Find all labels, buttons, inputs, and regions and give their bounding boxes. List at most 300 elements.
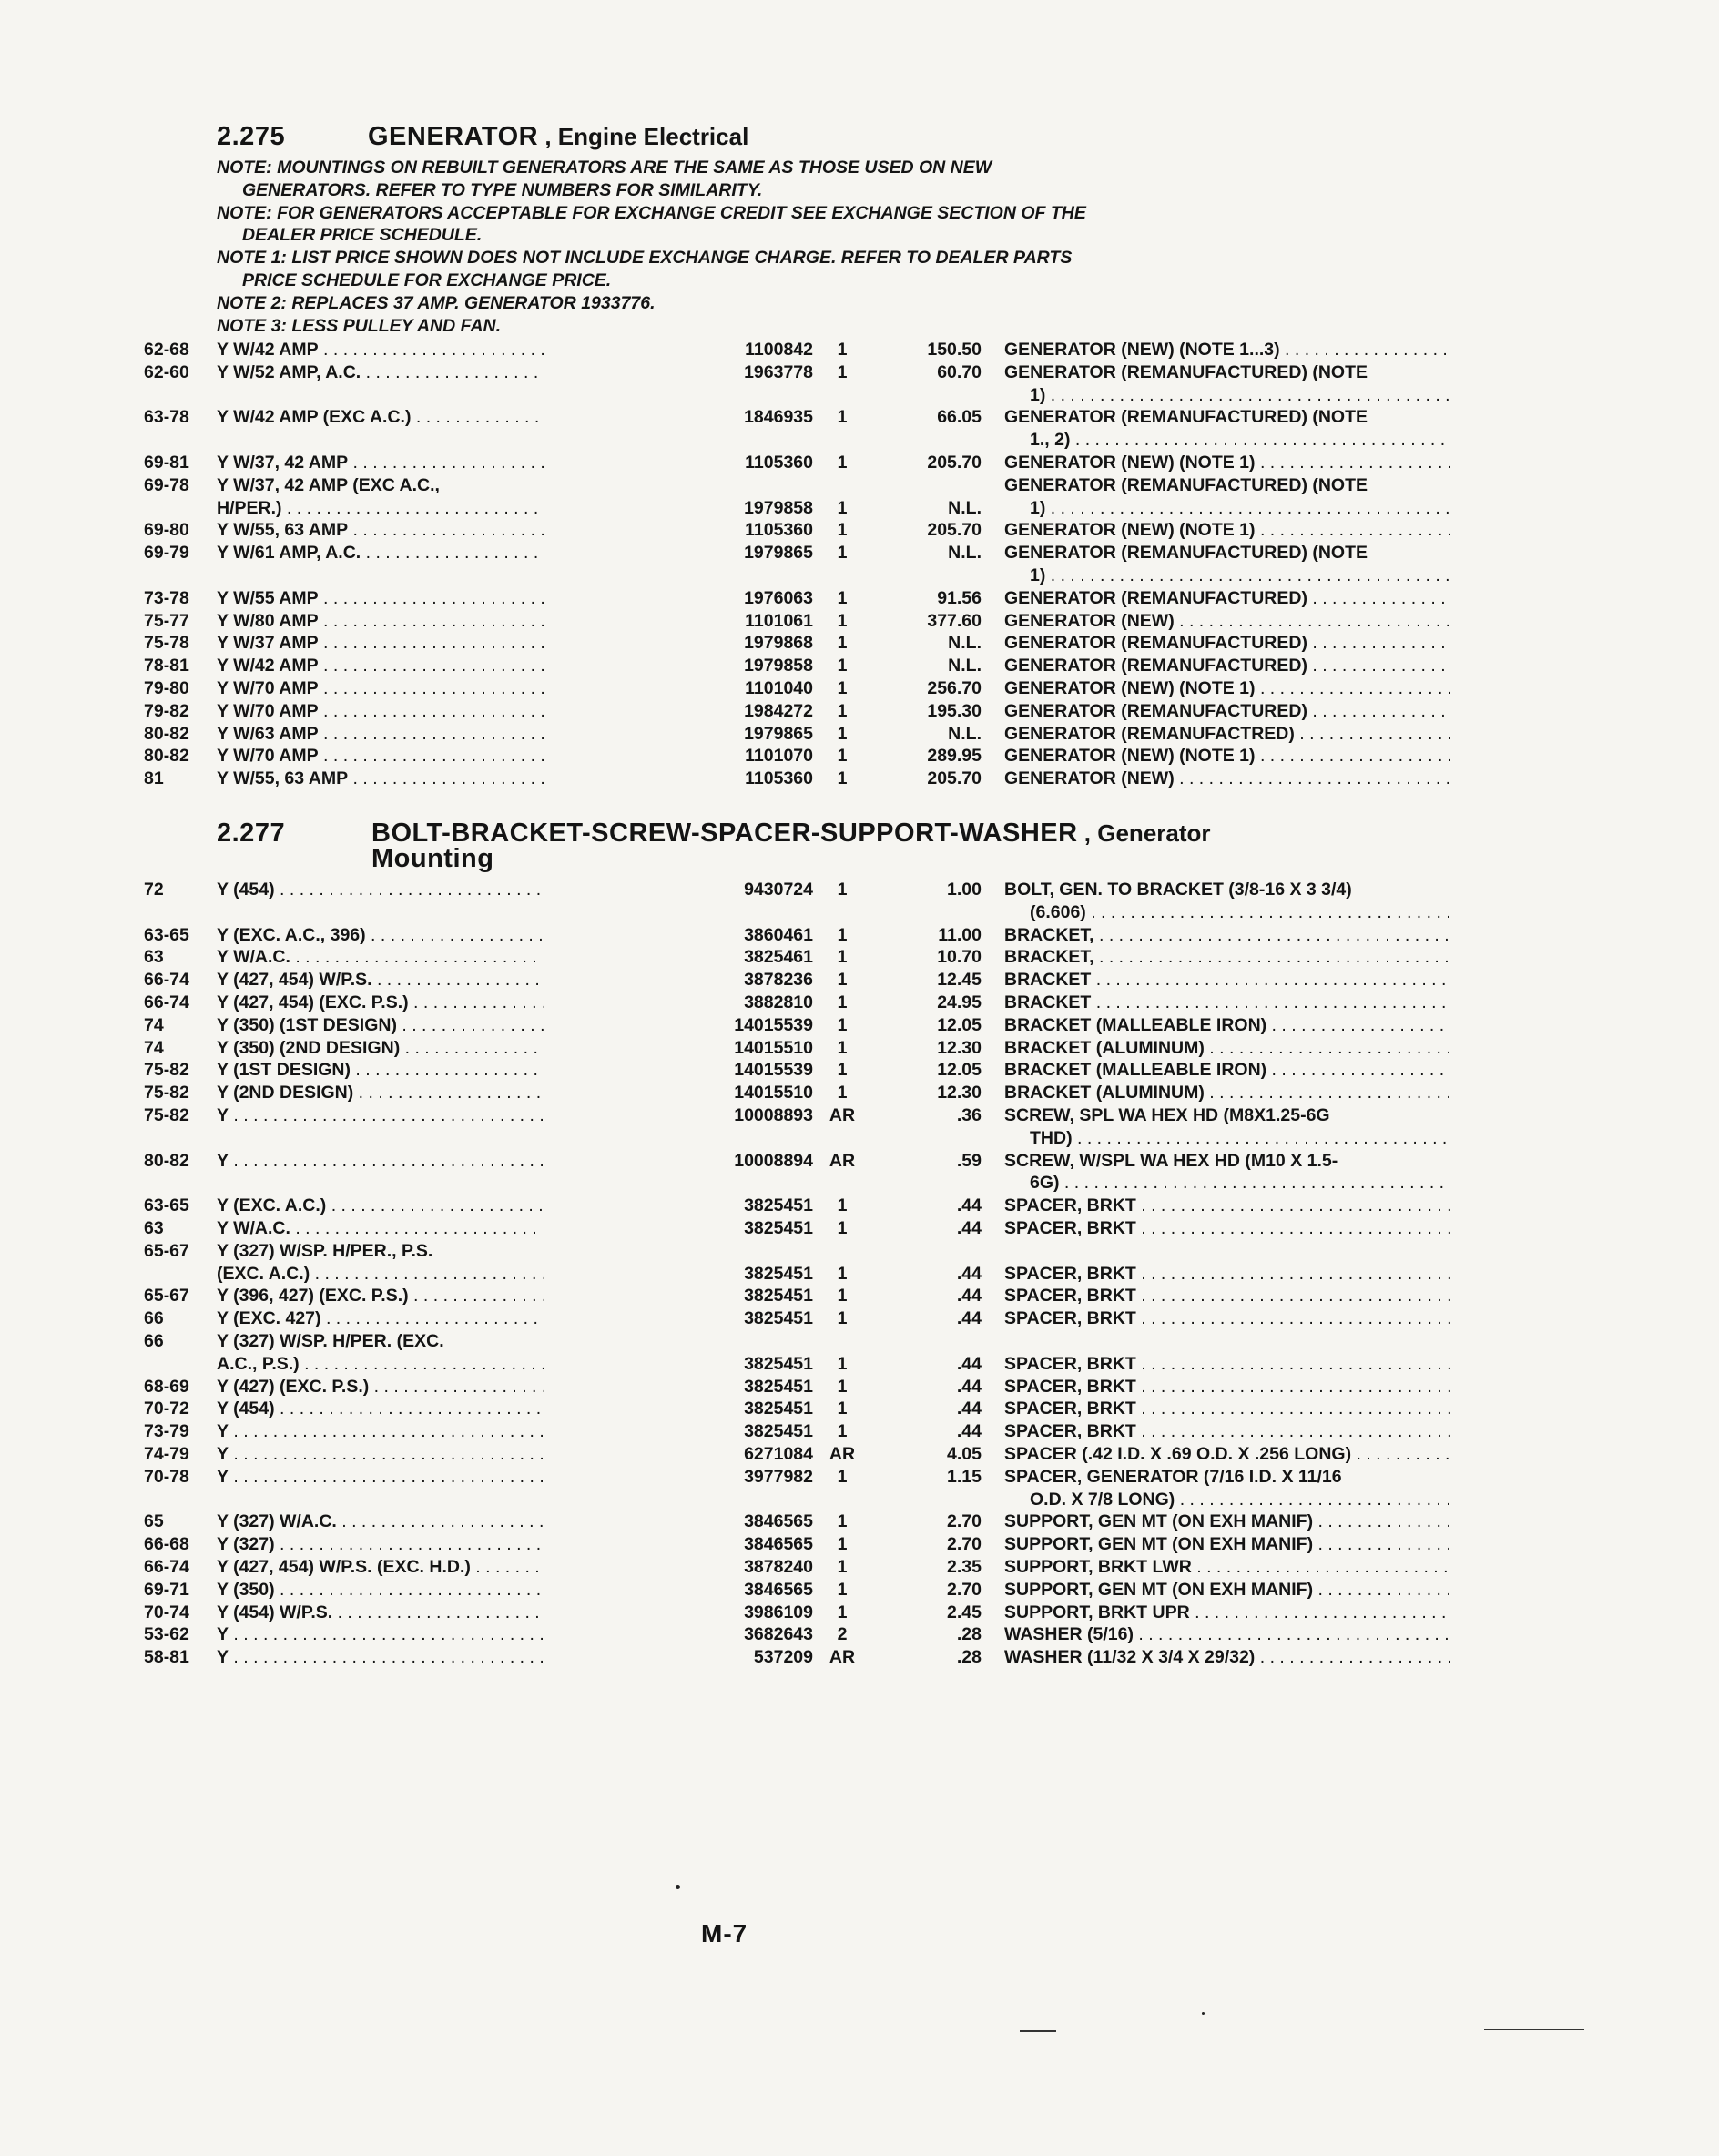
row-description: SPACER, GENERATOR (7/16 I.D. X 11/16 — [1004, 1466, 1342, 1487]
table-row — [144, 655, 1318, 677]
row-description: SPACER, BRKT . . . — [1004, 1420, 1450, 1443]
table-row — [144, 946, 1318, 969]
row-year: 63 — [144, 1217, 164, 1238]
row-part-number: 1101070 — [745, 746, 813, 767]
row-part-number: 3682643 — [744, 1624, 813, 1645]
row-description: GENERATOR (REMANUFACTURED) . . . — [1004, 587, 1450, 610]
row-quantity: 1 — [837, 1534, 848, 1555]
row-price: .44 — [956, 1217, 982, 1238]
row-quantity: 1 — [837, 1037, 848, 1058]
row-part-number: 1979868 — [744, 633, 813, 654]
table-row — [144, 1533, 1318, 1556]
table-row — [144, 879, 1352, 924]
row-application: Y (EXC. A.C.) . . . — [217, 1195, 544, 1217]
row-year: 78-81 — [144, 656, 189, 676]
row-quantity: 1 — [837, 452, 848, 473]
row-description: SUPPORT, BRKT UPR . . . — [1004, 1602, 1450, 1624]
row-price: 1.15 — [947, 1466, 982, 1487]
table-row — [144, 1510, 1318, 1533]
note-line: NOTE: MOUNTINGS ON REBUILT GENERATORS ARE THE SAME AS THOSE USED ON NEW — [217, 158, 992, 178]
row-description: GENERATOR (REMANUFACTURED) . . . — [1004, 655, 1450, 677]
row-year: 53-62 — [144, 1624, 189, 1645]
row-description: BRACKET, . . . — [1004, 924, 1450, 947]
row-part-number: 10008893 — [734, 1104, 813, 1125]
row-part-number: 1105360 — [745, 520, 813, 541]
row-application: Y (EXC. A.C., 396) . . . — [217, 924, 544, 947]
table-row — [144, 1104, 1330, 1150]
row-application-cont: H/PER.) . . . — [217, 497, 544, 520]
row-quantity: 1 — [837, 947, 848, 968]
table-row — [144, 1466, 1342, 1511]
section-subtitle: , Engine Electrical — [538, 123, 749, 150]
row-quantity: 1 — [837, 723, 848, 744]
row-year: 75-77 — [144, 610, 189, 631]
row-price: 2.45 — [947, 1602, 982, 1622]
row-price: 289.95 — [927, 746, 982, 767]
row-application: Y W/52 AMP, A.C. . . . — [217, 361, 544, 384]
row-price: 10.70 — [937, 947, 982, 968]
row-description: WASHER (5/16) . . . — [1004, 1623, 1450, 1646]
row-price: .44 — [956, 1376, 982, 1397]
row-description: SPACER, BRKT . . . — [1004, 1376, 1450, 1398]
table-row — [144, 610, 1318, 633]
scan-speck — [676, 1885, 680, 1889]
row-quantity: 1 — [837, 1217, 848, 1238]
row-quantity: 1 — [837, 1421, 848, 1442]
row-part-number: 3977982 — [744, 1466, 813, 1487]
row-year: 58-81 — [144, 1647, 189, 1668]
table-row — [144, 969, 1318, 992]
row-part-number: 1101040 — [745, 677, 813, 698]
row-description: GENERATOR (REMANUFACTRED) . . . — [1004, 723, 1450, 746]
row-quantity: 1 — [837, 1511, 848, 1532]
row-quantity: 1 — [837, 700, 848, 721]
row-application: Y (327) W/SP. H/PER. (EXC. — [217, 1330, 444, 1351]
row-description-cont: (6.606) . . . — [1004, 901, 1450, 924]
row-year: 70-78 — [144, 1466, 189, 1487]
row-description: SPACER, BRKT . . . — [1004, 1195, 1450, 1217]
table-row — [144, 1059, 1318, 1082]
row-application-cont: A.C., P.S.) . . . — [217, 1353, 544, 1376]
row-year: 75-82 — [144, 1104, 189, 1125]
row-description: SCREW, W/SPL WA HEX HD (M10 X 1.5- — [1004, 1150, 1338, 1171]
table-row — [144, 1623, 1318, 1646]
row-description: SPACER, BRKT . . . — [1004, 1307, 1450, 1330]
row-year: 80-82 — [144, 746, 189, 767]
scan-speck — [1202, 2012, 1205, 2015]
row-price: .44 — [956, 1421, 982, 1442]
row-year: 80-82 — [144, 723, 189, 744]
row-application: Y W/A.C. . . . — [217, 946, 544, 969]
row-price: 2.35 — [947, 1556, 982, 1577]
table-row — [144, 992, 1318, 1014]
row-part-number: 9430724 — [744, 880, 813, 900]
row-description: BRACKET (MALLEABLE IRON) . . . — [1004, 1014, 1450, 1037]
note-line: DEALER PRICE SCHEDULE. — [242, 225, 483, 246]
row-description: GENERATOR (REMANUFACTURED) . . . — [1004, 700, 1450, 723]
row-part-number: 3825451 — [744, 1398, 813, 1419]
row-price: 66.05 — [937, 407, 982, 428]
row-application: Y (327) W/A.C. . . . — [217, 1510, 544, 1533]
row-part-number: 14015539 — [734, 1014, 813, 1035]
table-row — [144, 1014, 1318, 1037]
row-quantity: 1 — [837, 1579, 848, 1600]
row-application: Y W/80 AMP . . . — [217, 610, 544, 633]
table-row — [144, 1420, 1318, 1443]
mounting-parts-list — [144, 879, 1352, 1669]
row-price: 12.30 — [937, 1037, 982, 1058]
row-price: 12.30 — [937, 1083, 982, 1103]
table-row — [144, 1646, 1318, 1669]
row-application: Y W/55 AMP . . . — [217, 587, 544, 610]
table-row — [144, 1082, 1318, 1104]
page-number: M-7 — [701, 1919, 748, 1948]
row-description: SPACER, BRKT . . . — [1004, 1285, 1450, 1307]
table-row — [144, 361, 1368, 407]
row-quantity: 1 — [837, 768, 848, 789]
row-quantity: 1 — [837, 1376, 848, 1397]
table-row — [144, 1195, 1318, 1217]
row-application: Y . . . — [217, 1623, 544, 1646]
table-row — [144, 677, 1318, 700]
row-application: Y . . . — [217, 1104, 544, 1127]
row-year: 69-81 — [144, 452, 189, 473]
table-row — [144, 1150, 1338, 1195]
row-description: SUPPORT, GEN MT (ON EXH MANIF) . . . — [1004, 1579, 1450, 1602]
row-description: BRACKET, . . . — [1004, 946, 1450, 969]
row-year: 79-82 — [144, 700, 189, 721]
table-row — [144, 542, 1368, 587]
row-description: BOLT, GEN. TO BRACKET (3/8-16 X 3 3/4) — [1004, 880, 1352, 900]
table-row — [144, 632, 1318, 655]
row-part-number: 3846565 — [744, 1534, 813, 1555]
row-application: Y (427, 454) W/P.S. (EXC. H.D.) . . . — [217, 1556, 544, 1579]
row-year: 65 — [144, 1511, 164, 1532]
row-part-number: 1979858 — [744, 497, 813, 518]
section-title — [368, 123, 748, 150]
row-application: Y W/37 AMP . . . — [217, 632, 544, 655]
row-price: .44 — [956, 1308, 982, 1329]
row-application: Y W/70 AMP . . . — [217, 700, 544, 723]
table-row — [144, 1330, 1318, 1376]
note-line: NOTE 1: LIST PRICE SHOWN DOES NOT INCLUDE EXCHANGE CHARGE. REFER TO DEALER PARTS — [217, 248, 1073, 269]
row-quantity: 1 — [837, 1398, 848, 1419]
row-description-cont: 1) . . . — [1004, 497, 1450, 520]
row-price: 12.45 — [937, 970, 982, 991]
row-description: SUPPORT, GEN MT (ON EXH MANIF) . . . — [1004, 1510, 1450, 1533]
row-price: 24.95 — [937, 992, 982, 1012]
row-part-number: 1979865 — [744, 723, 813, 744]
row-description: GENERATOR (REMANUFACTURED) (NOTE — [1004, 543, 1368, 564]
row-description: BRACKET . . . — [1004, 992, 1450, 1014]
table-row — [144, 1037, 1318, 1060]
row-description-cont: THD) . . . — [1004, 1127, 1450, 1150]
row-application: Y (EXC. 427) . . . — [217, 1307, 544, 1330]
row-quantity: AR — [829, 1443, 856, 1464]
row-price: 12.05 — [937, 1014, 982, 1035]
row-part-number: 3846565 — [744, 1579, 813, 1600]
row-description-cont: 1) . . . — [1004, 384, 1450, 407]
row-price: 256.70 — [927, 677, 982, 698]
row-quantity: 1 — [837, 520, 848, 541]
row-quantity: 1 — [837, 1556, 848, 1577]
row-year: 62-60 — [144, 361, 189, 382]
row-year: 66-68 — [144, 1534, 189, 1555]
row-year: 69-80 — [144, 520, 189, 541]
row-description: WASHER (11/32 X 3/4 X 29/32) . . . — [1004, 1646, 1450, 1669]
row-application: Y W/55, 63 AMP . . . — [217, 519, 544, 542]
row-application: Y W/61 AMP, A.C. . . . — [217, 542, 544, 564]
row-price: 4.05 — [947, 1443, 982, 1464]
row-price: N.L. — [948, 656, 982, 676]
row-application-cont: (EXC. A.C.) . . . — [217, 1263, 544, 1286]
row-quantity: 1 — [837, 1308, 848, 1329]
table-row — [144, 1443, 1352, 1466]
table-row — [144, 587, 1318, 610]
row-part-number: 3825461 — [744, 947, 813, 968]
row-description: SPACER, BRKT . . . — [1004, 1263, 1450, 1286]
row-quantity: 2 — [837, 1624, 848, 1645]
row-quantity: 1 — [837, 361, 848, 382]
row-part-number: 3882810 — [744, 992, 813, 1012]
row-description: SPACER, BRKT . . . — [1004, 1398, 1450, 1420]
table-row — [144, 1602, 1318, 1624]
row-price: 205.70 — [927, 520, 982, 541]
row-quantity: 1 — [837, 1286, 848, 1307]
row-year: 80-82 — [144, 1150, 189, 1171]
row-quantity: 1 — [837, 1195, 848, 1216]
row-application: Y (454) W/P.S. . . . — [217, 1602, 544, 1624]
row-quantity: 1 — [837, 1083, 848, 1103]
row-price: N.L. — [948, 543, 982, 564]
row-price: 205.70 — [927, 768, 982, 789]
row-part-number: 1976063 — [744, 587, 813, 608]
row-quantity: 1 — [837, 656, 848, 676]
row-quantity: 1 — [837, 497, 848, 518]
row-description: BRACKET (ALUMINUM) . . . — [1004, 1037, 1450, 1060]
section-subtitle: , Generator — [1077, 819, 1211, 847]
row-part-number: 3878240 — [744, 1556, 813, 1577]
row-description: GENERATOR (NEW) . . . — [1004, 768, 1450, 790]
row-description: SCREW, SPL WA HEX HD (M8X1.25-6G — [1004, 1104, 1330, 1125]
row-part-number: 1100842 — [745, 340, 813, 360]
row-quantity: 1 — [837, 746, 848, 767]
row-application: Y W/70 AMP . . . — [217, 677, 544, 700]
row-quantity: 1 — [837, 633, 848, 654]
row-price: 11.00 — [938, 924, 982, 945]
table-row — [144, 519, 1318, 542]
row-description: GENERATOR (NEW) (NOTE 1) . . . — [1004, 519, 1450, 542]
row-part-number: 1984272 — [744, 700, 813, 721]
section-title-line2: Mounting — [371, 844, 494, 873]
row-part-number: 3825451 — [744, 1421, 813, 1442]
row-quantity: 1 — [837, 992, 848, 1012]
row-quantity: 1 — [837, 970, 848, 991]
row-application: Y W/37, 42 AMP . . . — [217, 452, 544, 474]
row-part-number: 3825451 — [744, 1217, 813, 1238]
row-description: SUPPORT, BRKT LWR . . . — [1004, 1556, 1450, 1579]
row-application: Y . . . — [217, 1420, 544, 1443]
table-row — [144, 723, 1318, 746]
row-application: Y (396, 427) (EXC. P.S.) . . . — [217, 1285, 544, 1307]
row-description: GENERATOR (REMANUFACTURED) (NOTE — [1004, 407, 1368, 428]
row-year: 70-72 — [144, 1398, 189, 1419]
row-price: 205.70 — [927, 452, 982, 473]
row-part-number: 6271084 — [744, 1443, 813, 1464]
row-description: GENERATOR (REMANUFACTURED) . . . — [1004, 632, 1450, 655]
row-application: Y . . . — [217, 1150, 544, 1173]
row-application: Y W/37, 42 AMP (EXC A.C., — [217, 474, 440, 495]
section-number: 2.275 — [217, 122, 286, 151]
row-part-number: 3825451 — [744, 1353, 813, 1374]
row-price: .59 — [956, 1150, 982, 1171]
row-year: 73-79 — [144, 1421, 189, 1442]
row-price: 91.56 — [937, 587, 982, 608]
row-part-number: 1979865 — [744, 543, 813, 564]
row-price: 377.60 — [927, 610, 982, 631]
row-part-number: 3846565 — [744, 1511, 813, 1532]
row-description: GENERATOR (NEW) . . . — [1004, 610, 1450, 633]
row-part-number: 537209 — [753, 1647, 813, 1668]
row-year: 73-78 — [144, 587, 189, 608]
row-application: Y W/70 AMP . . . — [217, 745, 544, 768]
row-description: BRACKET (ALUMINUM) . . . — [1004, 1082, 1450, 1104]
row-part-number: 1105360 — [745, 768, 813, 789]
row-year: 66-74 — [144, 970, 189, 991]
table-row — [144, 768, 1318, 790]
row-quantity: 1 — [837, 543, 848, 564]
row-part-number: 3825451 — [744, 1286, 813, 1307]
row-price: .28 — [956, 1624, 982, 1645]
row-part-number: 3825451 — [744, 1195, 813, 1216]
section-title-text: GENERATOR — [368, 122, 539, 151]
row-year: 81 — [144, 768, 164, 789]
row-application: Y (2ND DESIGN) . . . — [217, 1082, 544, 1104]
row-quantity: 1 — [837, 407, 848, 428]
row-quantity: 1 — [837, 924, 848, 945]
row-quantity: 1 — [837, 1602, 848, 1622]
row-description: GENERATOR (REMANUFACTURED) (NOTE — [1004, 361, 1368, 382]
row-description-cont: 1) . . . — [1004, 564, 1450, 587]
row-price: 2.70 — [947, 1579, 982, 1600]
row-year: 66 — [144, 1330, 164, 1351]
row-year: 68-69 — [144, 1376, 189, 1397]
row-description-cont: 6G) . . . — [1004, 1172, 1450, 1195]
row-year: 63 — [144, 947, 164, 968]
row-application: Y (454) . . . — [217, 1398, 544, 1420]
scan-dash — [1020, 2030, 1056, 2032]
row-application: Y (427) (EXC. P.S.) . . . — [217, 1376, 544, 1398]
row-price: N.L. — [948, 633, 982, 654]
table-row — [144, 1240, 1318, 1286]
row-price: 2.70 — [947, 1534, 982, 1555]
row-application: Y . . . — [217, 1443, 544, 1466]
row-price: .44 — [956, 1195, 982, 1216]
row-application: Y (350) . . . — [217, 1579, 544, 1602]
row-application: Y (427, 454) W/P.S. . . . — [217, 969, 544, 992]
row-quantity: 1 — [837, 677, 848, 698]
row-year: 69-78 — [144, 474, 189, 495]
row-quantity: 1 — [837, 1060, 848, 1081]
row-price: 12.05 — [937, 1060, 982, 1081]
row-year: 74-79 — [144, 1443, 189, 1464]
table-row — [144, 452, 1318, 474]
row-description-cont: O.D. X 7/8 LONG) . . . — [1004, 1489, 1450, 1511]
row-application: Y . . . — [217, 1646, 544, 1669]
row-application: Y (350) (2ND DESIGN) . . . — [217, 1037, 544, 1060]
row-application: Y W/42 AMP . . . — [217, 339, 544, 361]
row-price: N.L. — [948, 723, 982, 744]
note-line: NOTE: FOR GENERATORS ACCEPTABLE FOR EXCHANGE CREDIT SEE EXCHANGE SECTION OF THE — [217, 202, 1086, 223]
row-description: GENERATOR (NEW) (NOTE 1...3) . . . — [1004, 339, 1450, 361]
row-part-number: 1846935 — [744, 407, 813, 428]
table-row — [144, 1307, 1318, 1330]
row-year: 65-67 — [144, 1286, 189, 1307]
row-description: BRACKET . . . — [1004, 969, 1450, 992]
table-row — [144, 700, 1318, 723]
row-year: 63-65 — [144, 924, 189, 945]
table-row — [144, 339, 1318, 361]
row-price: .44 — [956, 1263, 982, 1284]
table-row — [144, 1398, 1318, 1420]
row-description: GENERATOR (NEW) (NOTE 1) . . . — [1004, 452, 1450, 474]
row-year: 72 — [144, 880, 164, 900]
row-application: Y . . . — [217, 1466, 544, 1489]
row-application: Y W/55, 63 AMP . . . — [217, 768, 544, 790]
table-row — [144, 924, 1318, 947]
row-part-number: 1101061 — [745, 610, 813, 631]
row-quantity: 1 — [837, 1263, 848, 1284]
row-quantity: 1 — [837, 880, 848, 900]
row-year: 66 — [144, 1308, 164, 1329]
row-description: SPACER, BRKT . . . — [1004, 1353, 1450, 1376]
row-application: Y W/42 AMP . . . — [217, 655, 544, 677]
row-part-number: 1105360 — [745, 452, 813, 473]
row-year: 74 — [144, 1014, 164, 1035]
row-description: GENERATOR (NEW) (NOTE 1) . . . — [1004, 745, 1450, 768]
table-row — [144, 1579, 1318, 1602]
generator-parts-list — [144, 339, 1368, 790]
row-year: 79-80 — [144, 677, 189, 698]
note-line: NOTE 2: REPLACES 37 AMP. GENERATOR 1933776. — [217, 292, 656, 313]
row-part-number: 3825451 — [744, 1376, 813, 1397]
row-year: 65-67 — [144, 1240, 189, 1261]
row-description-cont: 1., 2) . . . — [1004, 429, 1450, 452]
row-price: 1.00 — [947, 880, 982, 900]
row-year: 75-82 — [144, 1083, 189, 1103]
row-price: 60.70 — [937, 361, 982, 382]
table-row — [144, 1376, 1318, 1398]
note-line: GENERATORS. REFER TO TYPE NUMBERS FOR SIMILARITY. — [242, 179, 763, 200]
row-year: 75-82 — [144, 1060, 189, 1081]
row-quantity: AR — [829, 1647, 856, 1668]
row-part-number: 14015510 — [734, 1037, 813, 1058]
row-description: GENERATOR (NEW) (NOTE 1) . . . — [1004, 677, 1450, 700]
table-row — [144, 1556, 1318, 1579]
row-part-number: 3860461 — [744, 924, 813, 945]
row-part-number: 3825451 — [744, 1308, 813, 1329]
row-application: Y (350) (1ST DESIGN) . . . — [217, 1014, 544, 1037]
table-row — [144, 406, 1368, 452]
row-application: Y W/42 AMP (EXC A.C.) . . . — [217, 406, 544, 429]
note-line: PRICE SCHEDULE FOR EXCHANGE PRICE. — [242, 270, 612, 290]
row-part-number: 3825451 — [744, 1263, 813, 1284]
section-notes — [217, 157, 1309, 337]
row-price: .44 — [956, 1286, 982, 1307]
row-application: Y (427, 454) (EXC. P.S.) . . . — [217, 992, 544, 1014]
row-quantity: 1 — [837, 1466, 848, 1487]
row-quantity: 1 — [837, 1353, 848, 1374]
